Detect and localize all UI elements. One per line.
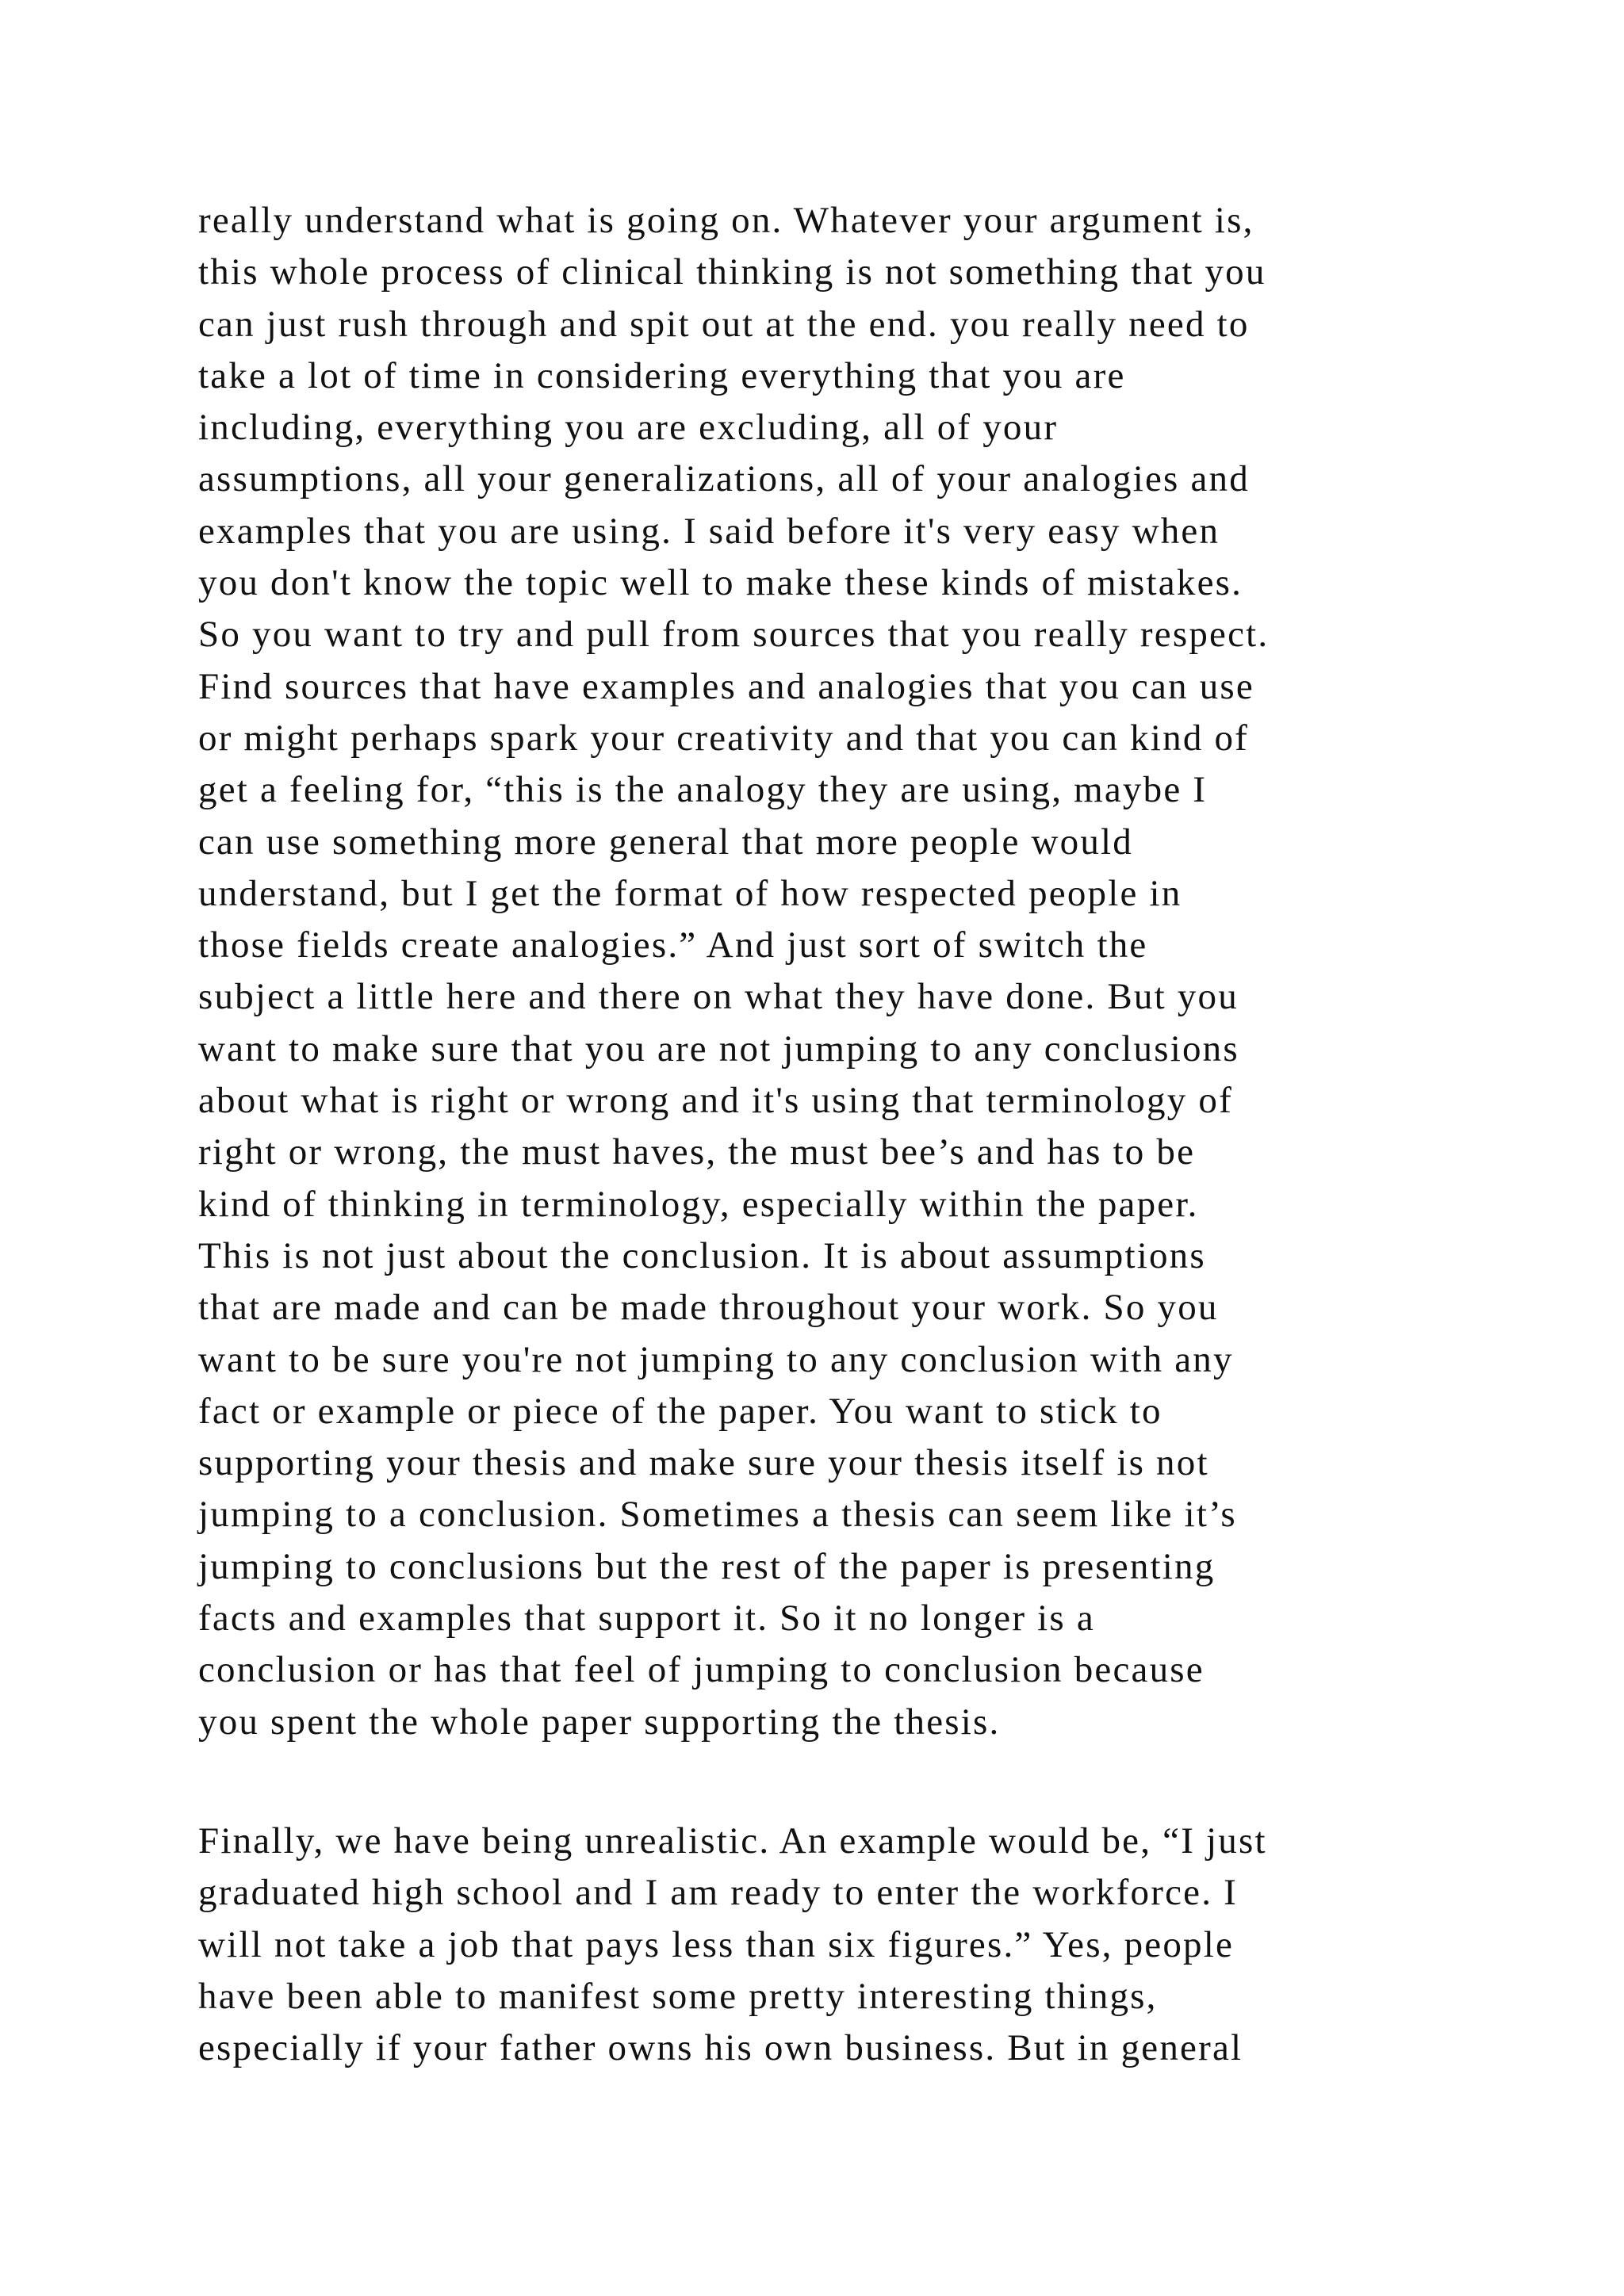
text-line: jumping to a conclusion. Sometimes a thesis can seem like it’s <box>198 1494 1237 1536</box>
text-line: graduated high school and I am ready to enter the workforce. I <box>198 1872 1238 1914</box>
text-line: including, everything you are excluding, all of your <box>198 407 1059 449</box>
text-line: right or wrong, the must haves, the must bee’s and has to be <box>198 1131 1196 1173</box>
text-line: those fields create analogies.” And just sort of switch the <box>198 924 1148 966</box>
text-line: This is not just about the conclusion. It is about assumptions <box>198 1234 1206 1276</box>
text-line: take a lot of time in considering everything that you are <box>198 354 1126 396</box>
text-line: have been able to manifest some pretty interesting things, <box>198 1975 1158 2017</box>
text-line: jumping to conclusions but the rest of the paper is presenting <box>198 1545 1216 1587</box>
text-line: examples that you are using. I said before it's very easy when <box>198 510 1220 552</box>
text-line: really understand what is going on. Whatever your argument is, <box>198 200 1254 241</box>
text-line: will not take a job that pays less than six figures.” Yes, people <box>198 1923 1235 1965</box>
text-line: facts and examples that support it. So it no longer is a <box>198 1598 1095 1640</box>
text-line: you don't know the topic well to make these kinds of mistakes. <box>198 562 1243 604</box>
text-line: get a feeling for, “this is the analogy they are using, maybe I <box>198 769 1208 811</box>
text-line: assumptions, all your generalizations, all of your analogies and <box>198 458 1250 500</box>
text-line: can use something more general that more people would <box>198 821 1133 863</box>
text-line: understand, but I get the format of how respected people in <box>198 872 1182 914</box>
text-line: subject a little here and there on what they have done. But you <box>198 976 1239 1018</box>
text-line: fact or example or piece of the paper. You want to stick to <box>198 1390 1162 1432</box>
text-line: about what is right or wrong and it's using that terminology of <box>198 1080 1233 1122</box>
text-line: that are made and can be made throughout your work. So you <box>198 1287 1219 1329</box>
text-line: can just rush through and spit out at the end. you really need to <box>198 303 1250 345</box>
text-line: supporting your thesis and make sure your thesis itself is not <box>198 1442 1209 1484</box>
paragraph-1 <box>198 195 1499 1748</box>
text-line: Finally, we have being unrealistic. An example would be, “I just <box>198 1820 1267 1862</box>
text-line: want to be sure you're not jumping to any conclusion with any <box>198 1338 1234 1380</box>
text-line: Find sources that have examples and analogies that you can use <box>198 665 1254 707</box>
text-line: this whole process of clinical thinking is not something that you <box>198 251 1266 293</box>
paragraph-2 <box>198 1816 1499 2074</box>
text-line: especially if your father owns his own business. But in general <box>198 2027 1243 2069</box>
text-line: kind of thinking in terminology, especially within the paper. <box>198 1183 1199 1225</box>
text-line: you spent the whole paper supporting the thesis. <box>198 1701 1001 1743</box>
text-line: or might perhaps spark your creativity and that you can kind of <box>198 717 1250 759</box>
text-line: conclusion or has that feel of jumping to conclusion because <box>198 1649 1205 1691</box>
text-line: want to make sure that you are not jumping to any conclusions <box>198 1027 1239 1070</box>
text-line: So you want to try and pull from sources that you really respect. <box>198 614 1270 656</box>
